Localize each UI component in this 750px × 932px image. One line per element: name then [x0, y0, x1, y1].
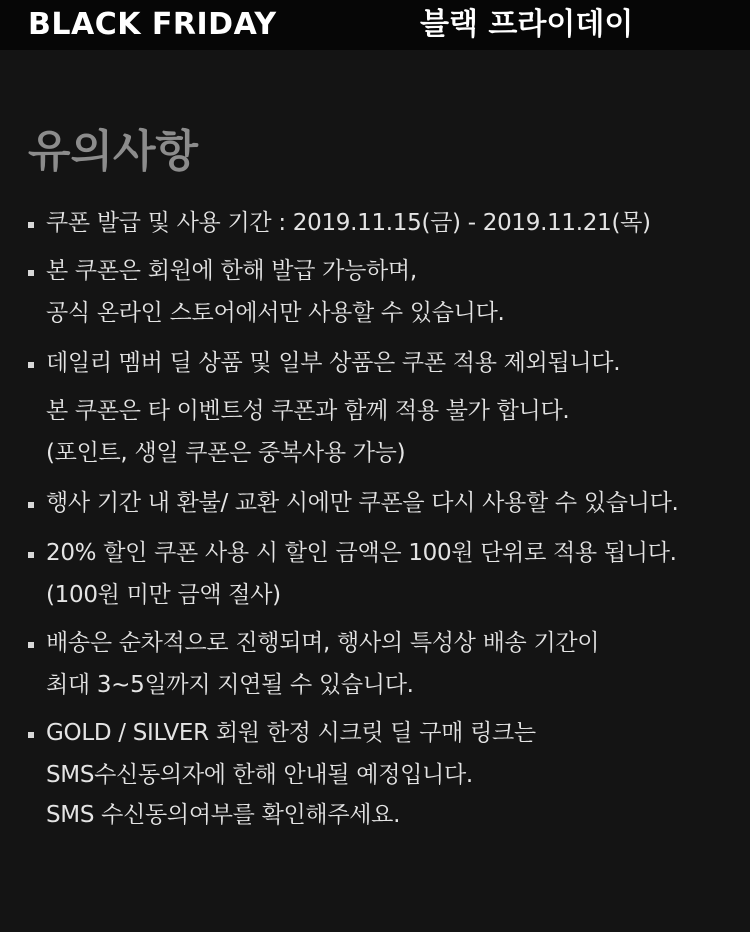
notice-line: 20% 할인 쿠폰 사용 시 할인 금액은 100원 단위로 적용 됩니다. — [46, 540, 677, 566]
brand-title-ko: 블랙 프라이데이 — [420, 7, 634, 42]
top-banner — [0, 0, 750, 50]
notice-line: GOLD / SILVER 회원 한정 시크릿 딜 구매 링크는 — [46, 720, 536, 746]
bullet-icon — [28, 222, 34, 228]
notice-line: SMS 수신동의여부를 확인해주세요. — [46, 802, 401, 828]
notice-line: 데일리 멤버 딜 상품 및 일부 상품은 쿠폰 적용 제외됩니다. — [46, 350, 621, 376]
bullet-icon — [28, 270, 34, 276]
bullet-icon — [28, 362, 34, 368]
notice-line: (100원 미만 금액 절사) — [46, 582, 281, 608]
notice-line: (포인트, 생일 쿠폰은 중복사용 가능) — [46, 440, 406, 466]
section-title: 유의사항 — [28, 126, 199, 177]
notice-line: SMS수신동의자에 한해 안내될 예정입니다. — [46, 762, 473, 788]
notice-line: 최대 3~5일까지 지연될 수 있습니다. — [46, 672, 414, 698]
notice-line: 공식 온라인 스토어에서만 사용할 수 있습니다. — [46, 300, 505, 326]
bullet-icon — [28, 732, 34, 738]
bullet-icon — [28, 642, 34, 648]
bullet-icon — [28, 502, 34, 508]
notice-line: 쿠폰 발급 및 사용 기간 : 2019.11.15(금) - 2019.11.21(목) — [46, 210, 651, 236]
bullet-icon — [28, 552, 34, 558]
notice-line: 배송은 순차적으로 진행되며, 행사의 특성상 배송 기간이 — [46, 630, 600, 656]
notice-line: 본 쿠폰은 타 이벤트성 쿠폰과 함께 적용 불가 합니다. — [46, 398, 570, 424]
brand-title-en: BLACK FRIDAY — [28, 7, 277, 42]
notice-line: 행사 기간 내 환불/ 교환 시에만 쿠폰을 다시 사용할 수 있습니다. — [46, 490, 679, 516]
notice-line: 본 쿠폰은 회원에 한해 발급 가능하며, — [46, 258, 417, 284]
